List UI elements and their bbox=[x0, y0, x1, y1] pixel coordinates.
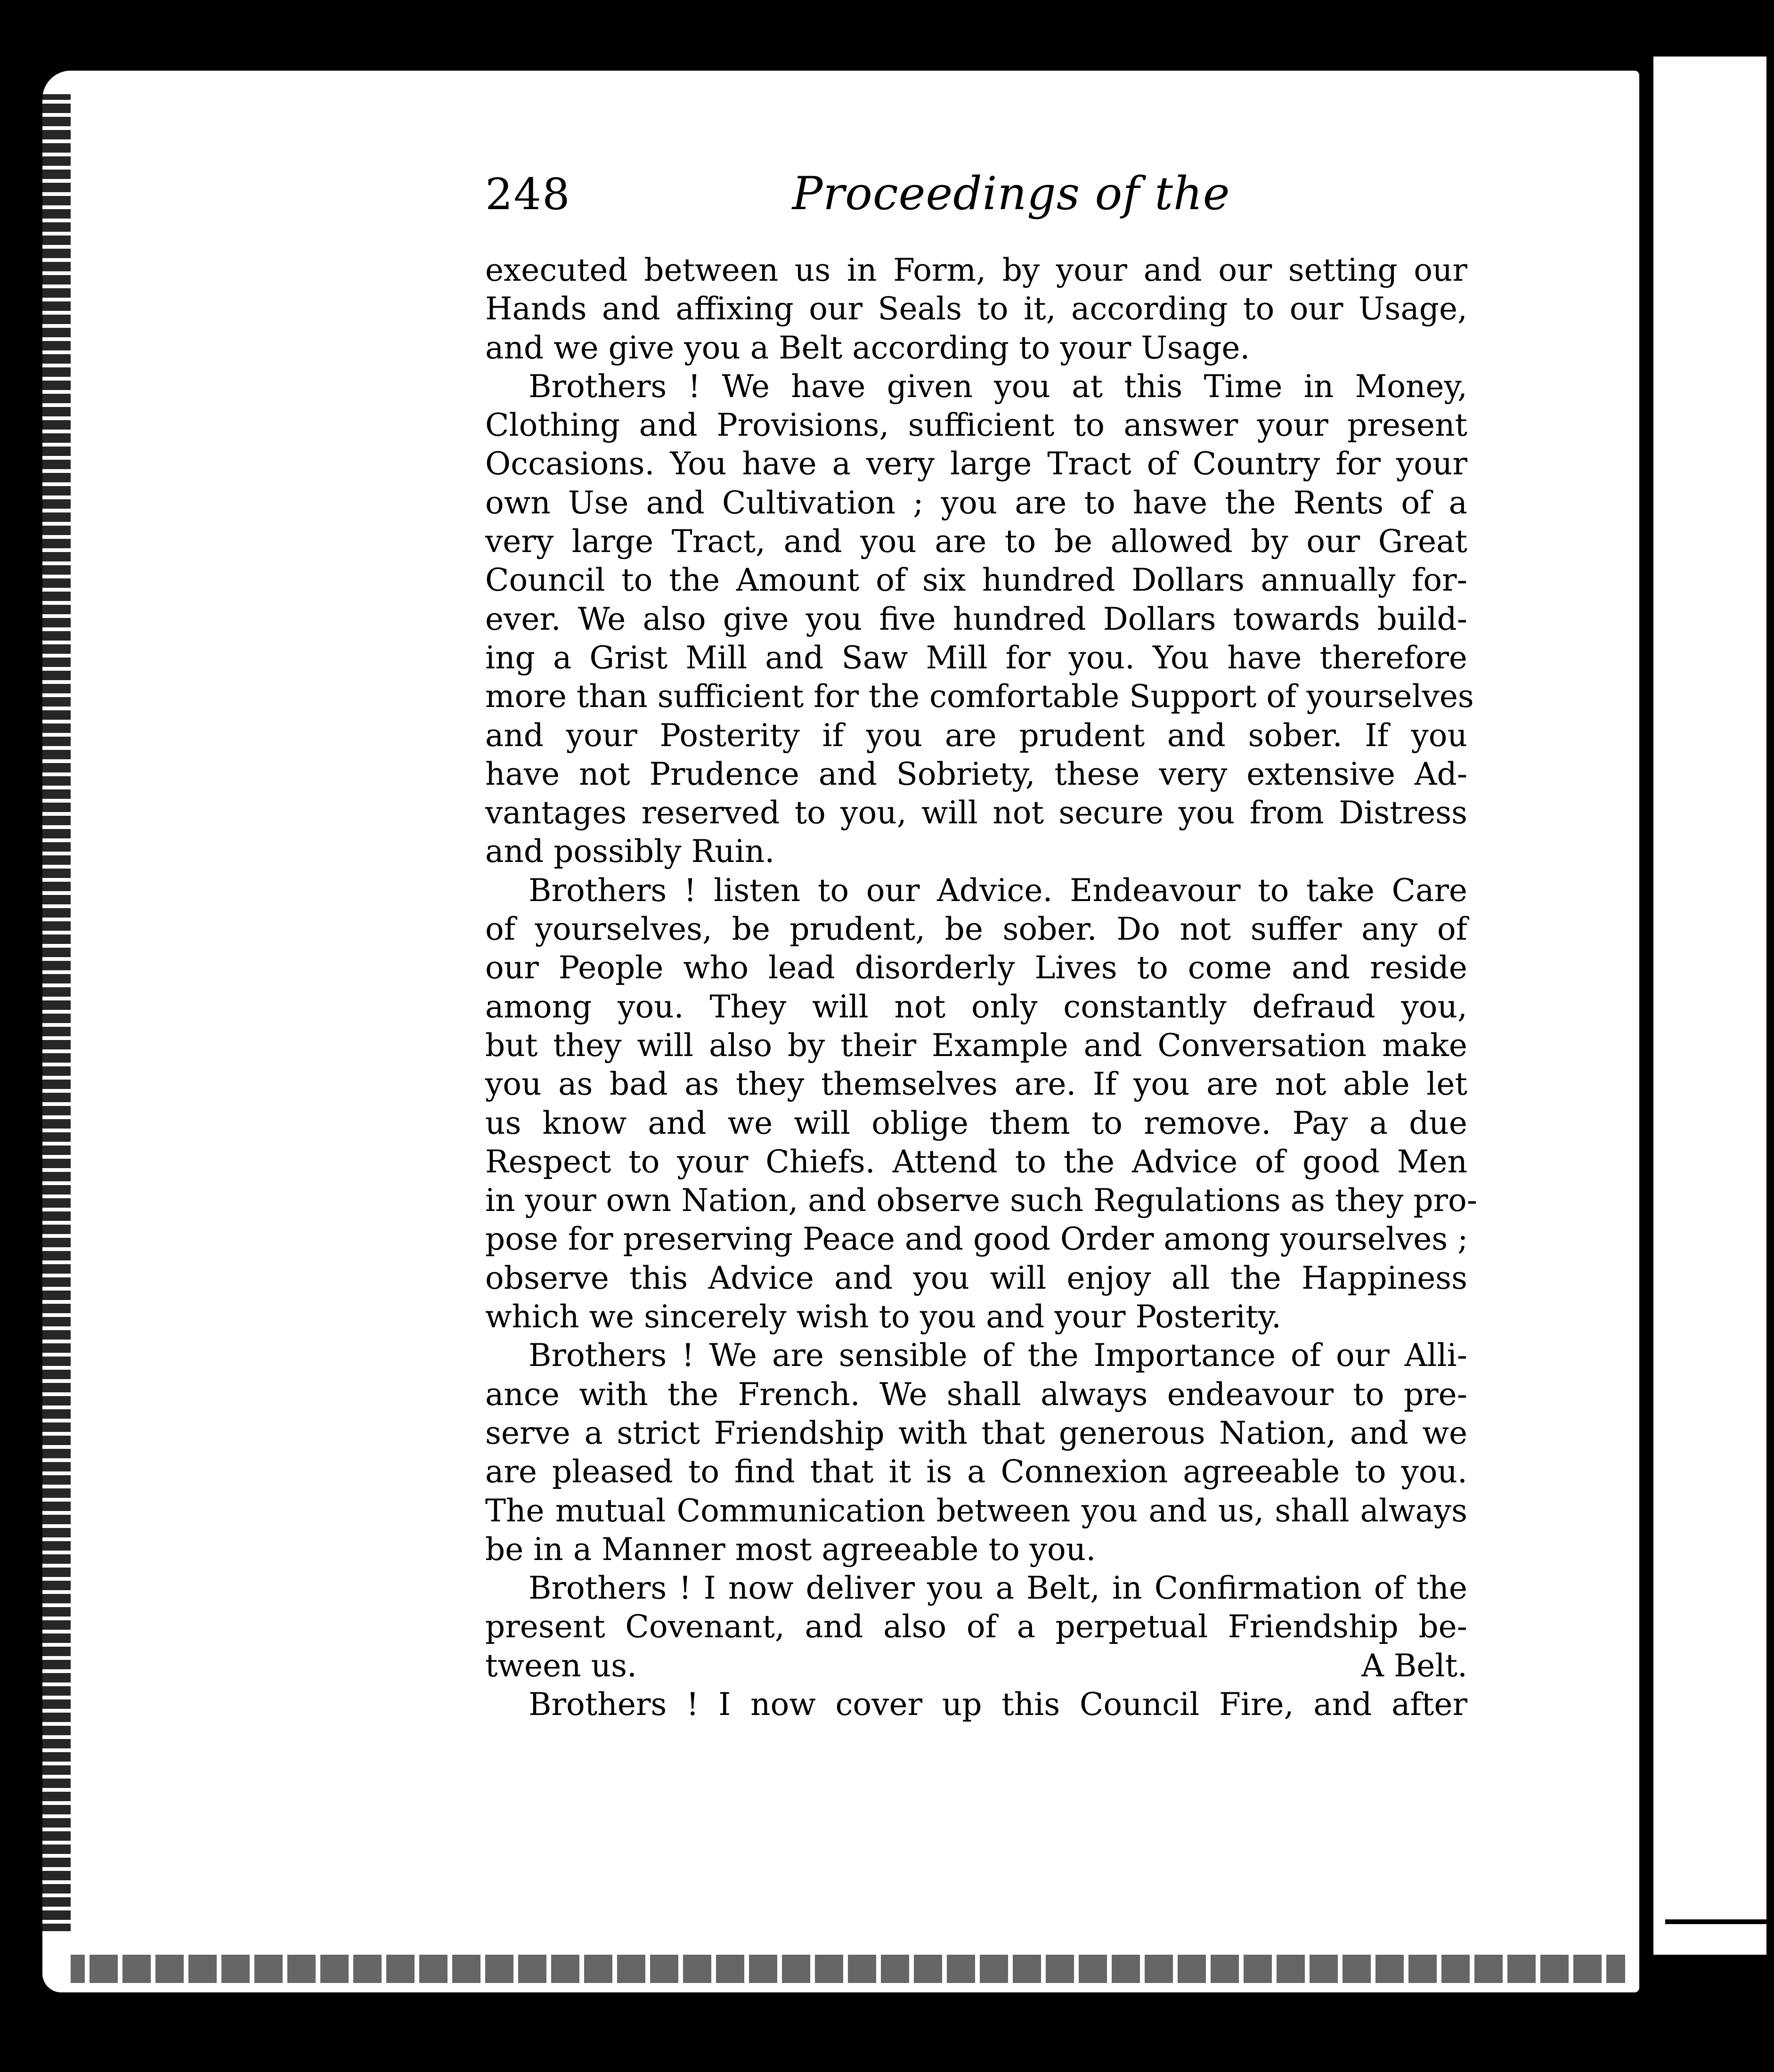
text-line: observe this Advice and you will enjoy all the Happiness bbox=[485, 1259, 1467, 1296]
text-line: present Covenant, and also of a perpetual Friendship be- bbox=[485, 1609, 1467, 1645]
text-line: pose for preserving Peace and good Order among yourselves ; bbox=[485, 1221, 1468, 1258]
text-line: Brothers ! We have given you at this Time in Money, bbox=[529, 368, 1467, 405]
text-line: ever. We also give you five hundred Dollars towards build- bbox=[485, 601, 1467, 637]
text-line: our People who lead disorderly Lives to come and reside bbox=[485, 950, 1467, 986]
marginal-note: A Belt. bbox=[1361, 1647, 1467, 1684]
text-line: Brothers ! I now cover up this Council Fire, and after bbox=[529, 1686, 1467, 1723]
text-line: Respect to your Chiefs. Attend to the Advice of good Men bbox=[485, 1143, 1467, 1180]
text-line: serve a strict Friendship with that generous Nation, and we bbox=[485, 1414, 1467, 1451]
binding-gutter bbox=[42, 94, 71, 1931]
text-line: have not Prudence and Sobriety, these very extensive Ad- bbox=[485, 756, 1467, 792]
text-line: Clothing and Provisions, sufficient to answer your present bbox=[485, 407, 1467, 444]
text-line: very large Tract, and you are to be allowed by our Great bbox=[485, 523, 1467, 560]
text-line: you as bad as they themselves are. If you are not able let bbox=[485, 1066, 1467, 1103]
text-line: be in a Manner most agreeable to you. bbox=[485, 1531, 1096, 1568]
running-title: Proceedings of the bbox=[792, 167, 1230, 220]
text-line: are pleased to find that it is a Connexion agreeable to you. bbox=[485, 1454, 1467, 1490]
text-line: in your own Nation, and observe such Regulations as they pro- bbox=[485, 1182, 1478, 1219]
running-head bbox=[485, 167, 1467, 243]
facing-page-rule bbox=[1665, 1919, 1766, 1924]
text-line: among you. They will not only constantly defraud you, bbox=[485, 988, 1467, 1025]
text-line: ance with the French. We shall always endeavour to pre- bbox=[485, 1376, 1467, 1413]
page-number: 248 bbox=[485, 169, 571, 219]
text-line bbox=[485, 1647, 1467, 1685]
text-line: Council to the Amount of six hundred Dollars annually for- bbox=[485, 562, 1467, 599]
text-line: own Use and Cultivation ; you are to have the Rents of a bbox=[485, 484, 1467, 521]
text-line: but they will also by their Example and Conversation make bbox=[485, 1027, 1467, 1064]
text-line: and we give you a Belt according to your Usage. bbox=[485, 329, 1250, 366]
body-text bbox=[485, 251, 1478, 1724]
text-line: The mutual Communication between you and us, shall always bbox=[485, 1492, 1467, 1529]
text-line: which we sincerely wish to you and your Posterity. bbox=[485, 1299, 1282, 1335]
text-line: executed between us in Form, by your and our setting our bbox=[485, 252, 1467, 288]
text-line: ing a Grist Mill and Saw Mill for you. You have therefore bbox=[485, 639, 1467, 676]
text-line: Hands and affixing our Seals to it, according to our Usage, bbox=[485, 291, 1467, 327]
text-line: Brothers ! I now deliver you a Belt, in Confirmation of the bbox=[529, 1570, 1467, 1607]
text-line: and your Posterity if you are prudent and sober. If you bbox=[485, 717, 1467, 754]
text-line: of yourselves, be prudent, be sober. Do not suffer any of bbox=[485, 911, 1467, 948]
text-line: more than sufficient for the comfortable Support of yourselves bbox=[485, 678, 1474, 715]
page-text bbox=[485, 167, 1478, 1724]
line-left-text: tween us. bbox=[485, 1647, 637, 1684]
text-line: and possibly Ruin. bbox=[485, 833, 775, 870]
bottom-page-edge bbox=[71, 1955, 1625, 1983]
text-line: Brothers ! We are sensible of the Importance of our Alli- bbox=[529, 1337, 1467, 1374]
facing-page-edge bbox=[1653, 57, 1766, 1955]
text-line: vantages reserved to you, will not secure you from Distress bbox=[485, 795, 1467, 831]
text-line: Brothers ! listen to our Advice. Endeavour to take Care bbox=[529, 872, 1467, 909]
text-line: us know and we will oblige them to remove. Pay a due bbox=[485, 1105, 1467, 1141]
text-line: Occasions. You have a very large Tract of Country for your bbox=[485, 446, 1467, 482]
